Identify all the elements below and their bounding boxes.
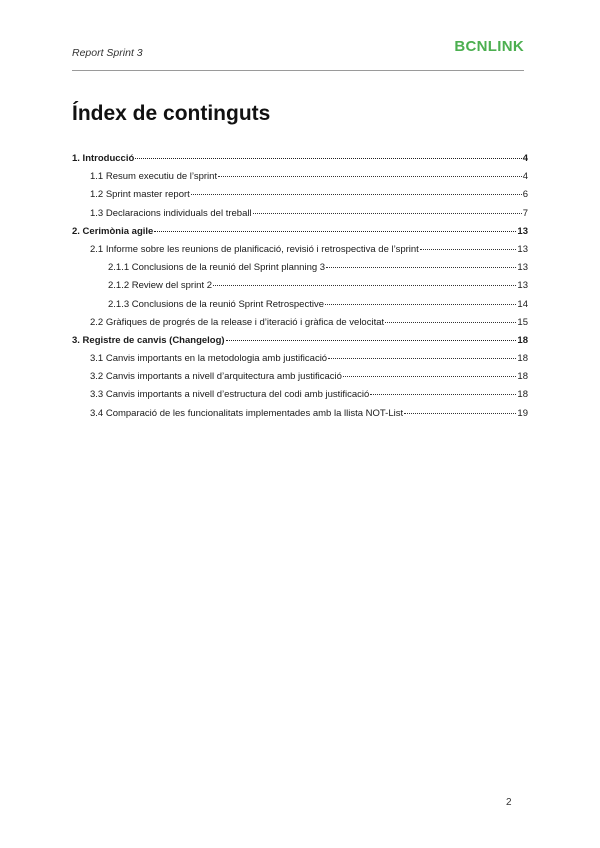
bcnlink-logo: BCNLINK [454,38,524,55]
toc-entry[interactable] [72,189,528,207]
toc-dot-leader [154,231,516,232]
toc-dot-leader [343,376,517,377]
toc-dot-leader [325,304,516,305]
page-header [72,38,524,71]
table-of-contents [72,153,528,426]
toc-entry[interactable] [72,335,528,353]
toc-entry[interactable] [72,280,528,298]
toc-dot-leader [213,285,516,286]
toc-entry-page: 13 [517,225,528,237]
toc-dot-leader [404,413,516,414]
toc-entry-text: 2.1.3 Conclusions de la reunió Sprint Retrospective [108,298,324,310]
toc-dot-leader [326,267,516,268]
toc-entry[interactable] [72,353,528,371]
toc-entry-page: 19 [517,407,528,419]
toc-entry-page: 4 [522,153,528,164]
toc-entry-text: 2.1.1 Conclusions de la reunió del Sprint planning 3 [108,262,326,274]
toc-entry-page: 6 [522,189,528,201]
toc-entry-page: 18 [517,353,528,365]
toc-entry[interactable] [72,389,528,407]
toc-entry-page: 18 [517,389,528,401]
toc-entry-text: 2. Cerimònia agile [72,225,154,237]
toc-entry[interactable] [72,171,528,189]
toc-entry-text: 1.1 Resum executiu de l’sprint [90,171,218,183]
toc-dot-leader [226,340,517,341]
toc-entry[interactable] [72,208,528,226]
toc-entry-page: 15 [517,316,528,328]
toc-entry-text: 2.1 Informe sobre les reunions de planificació, revisió i retrospectiva de l’sprint [90,243,419,255]
toc-entry[interactable] [72,153,528,171]
toc-entry-text: 3.2 Canvis importants a nivell d’arquitectura amb justificació [90,371,342,383]
toc-dot-leader [420,249,517,250]
toc-entry-text: 1. Introducció [72,153,135,164]
toc-dot-leader [370,394,516,395]
toc-entry-text: 3. Registre de canvis (Changelog) [72,334,225,346]
toc-entry[interactable] [72,299,528,317]
toc-entry[interactable] [72,371,528,389]
toc-entry-page: 18 [517,334,528,346]
toc-entry-text: 2.2 Gràfiques de progrés de la release i d’iteració i gràfica de velocitat [90,316,385,328]
toc-dot-leader [253,213,522,214]
toc-dot-leader [385,322,516,323]
toc-entry-text: 3.1 Canvis importants en la metodologia amb justificació [90,353,328,365]
toc-dot-leader [135,158,521,159]
toc-entry-page: 18 [517,371,528,383]
page-number: 2 [506,797,512,808]
toc-entry-text: 2.1.2 Review del sprint 2 [108,280,213,292]
toc-dot-leader [191,194,522,195]
toc-entry-text: 1.2 Sprint master report [90,189,190,201]
toc-entry-text: 3.3 Canvis importants a nivell d’estructura del codi amb justificació [90,389,370,401]
toc-entry-text: 3.4 Comparació de les funcionalitats implementades amb la llista NOT-List [90,407,404,419]
toc-entry[interactable] [72,317,528,335]
toc-heading: Índex de continguts [72,102,271,125]
toc-entry-page: 4 [522,171,528,183]
toc-dot-leader [218,176,522,177]
toc-entry-page: 13 [517,262,528,274]
toc-entry[interactable] [72,408,528,426]
toc-entry-page: 7 [522,207,528,219]
toc-entry-page: 13 [517,280,528,292]
toc-entry[interactable] [72,244,528,262]
toc-entry-page: 14 [517,298,528,310]
toc-entry-text: 1.3 Declaracions individuals del treball [90,207,252,219]
toc-dot-leader [328,358,516,359]
toc-entry[interactable] [72,226,528,244]
toc-entry-page: 13 [517,243,528,255]
toc-entry[interactable] [72,262,528,280]
report-title: Report Sprint 3 [72,47,143,59]
